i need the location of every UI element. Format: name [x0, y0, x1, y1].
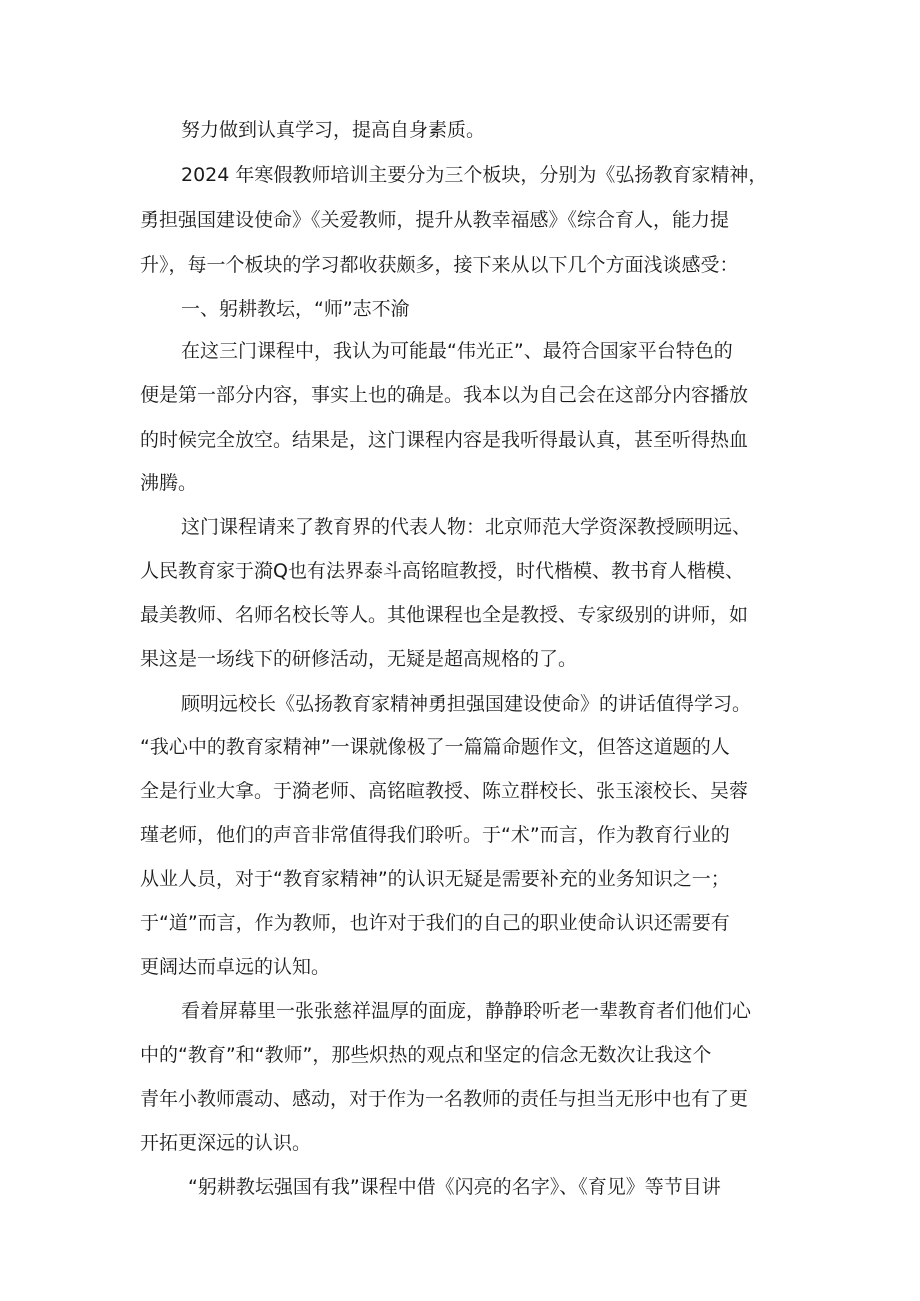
text-line: 开拓更深远的认识。: [140, 1132, 312, 1154]
text-line: 一、躬耕教坛，“师”志不渝: [181, 298, 410, 320]
text-line: 从业人员，对于“教育家精神”的认识无疑是需要补充的业务知识之一；: [140, 868, 730, 890]
text-line: 果这是一场线下的研修活动，无疑是超高规格的了。: [140, 648, 578, 670]
text-line: 努力做到认真学习，提高自身素质。: [181, 119, 486, 141]
text-line: 全是行业大拿。于漪老师、高铭暄教授、陈立群校长、张玉滚校长、吴蓉: [140, 780, 749, 802]
text-line: 人民教育家于漪Q也有法界泰斗高铭暄教授，时代楷模、教书育人楷模、: [140, 560, 744, 582]
text-line: 勇担强国建设使命》《关爱教师，提升从教幸福感》《综合育人，能力提: [140, 209, 730, 231]
text-line: 这门课程请来了教育界的代表人物：北京师范大学资深教授顾明远、: [181, 516, 752, 538]
text-line: “躬耕教坛强国有我”课程中借《闪亮的名字》、《育见》等节目讲: [188, 1176, 721, 1198]
text-line: 最美教师、名师名校长等人。其他课程也全是教授、专家级别的讲师，如: [140, 604, 749, 626]
text-line: 在这三门课程中，我认为可能最“伟光正”、最符合国家平台特色的: [181, 340, 733, 362]
text-line: 青年小教师震动、感动，对于作为一名教师的责任与担当无形中也有了更: [140, 1088, 749, 1110]
text-line: 的时候完全放空。结果是，这门课程内容是我听得最认真，甚至听得热血: [140, 429, 749, 451]
text-line: 沸腾。: [140, 472, 198, 494]
text-line: 于“道”而言，作为教师，也许对于我们的自己的职业使命认识还需要有: [140, 912, 730, 934]
text-line: 中的“教育”和“教师”，那些炽热的观点和坚定的信念无数次让我这个: [140, 1044, 712, 1066]
text-line: “我心中的教育家精神”一课就像极了一篇篇命题作文，但答这道题的人: [140, 736, 730, 758]
text-line: 便是第一部分内容，事实上也的确是。我本以为自己会在这部分内容播放: [140, 384, 749, 406]
text-line: 顾明远校长《弘扬教育家精神勇担强国建设使命》的讲话值得学习。: [181, 693, 752, 715]
text-line: 更阔达而卓远的认知。: [140, 956, 331, 978]
text-line: 瑾老师，他们的声音非常值得我们聆听。于“术”而言，作为教育行业的: [140, 824, 730, 846]
text-line: 升》，每一个板块的学习都收获颇多，接下来从以下几个方面浅谈感受：: [140, 254, 739, 276]
text-line: 2024 年寒假教师培训主要分为三个板块，分别为《弘扬教育家精神，: [181, 164, 768, 186]
text-line: 看着屏幕里一张张慈祥温厚的面庞，静静聆听老一辈教育者们他们心: [181, 1000, 752, 1022]
